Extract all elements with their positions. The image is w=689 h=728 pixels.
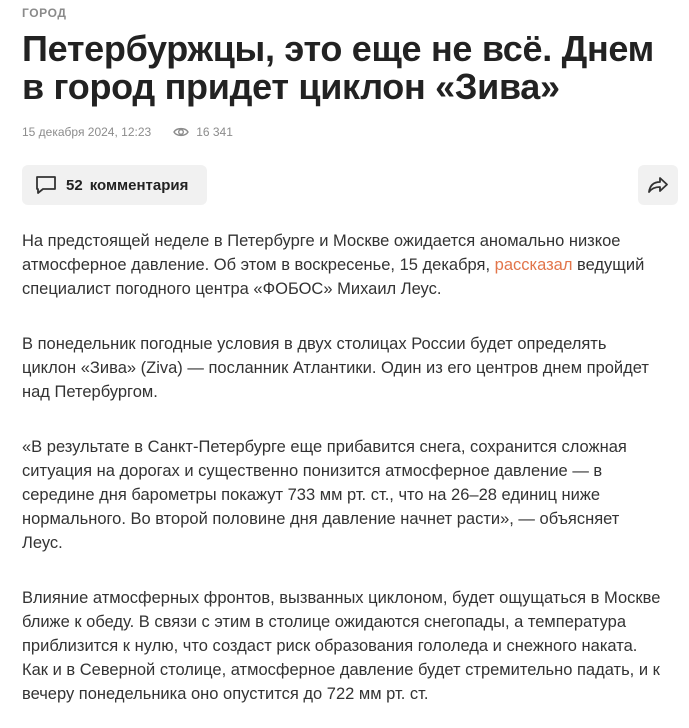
source-link[interactable]: рассказал: [494, 256, 573, 274]
paragraph-text: На предстоящей неделе в Петербурге и Москве ожидается аномально низкое атмосферное давление. Об этом в воскресенье, 15 декабря,: [22, 232, 621, 274]
article-paragraph-2: В понедельник погодные условия в двух столицах России будет определять циклон «Зива» (Ziva) — посланник Атлантики. Один из его центров днем пройдет над Петербургом.: [22, 335, 649, 401]
views-count: 16 341: [196, 125, 233, 139]
paragraph-text: ведущий специалист погодного центра «ФОБОС» Михаил Леус.: [22, 256, 645, 298]
article-title: Петербуржцы, это еще не всё. Днем в город придет циклон «Зива»: [22, 28, 654, 107]
article-paragraph-3: «В результате в Санкт-Петербурге еще прибавится снега, сохранится сложная ситуация на дорогах и существенно понизится атмосферное давление — в середине дня барометры покажут 733 мм рт. ст., что на 26–28 единиц ниже нормального. Во второй половине дня давление начнет расти», — объясняет Леус.: [22, 438, 627, 552]
comment-icon: [35, 175, 57, 195]
article-paragraph-4: Влияние атмосферных фронтов, вызванных циклоном, будет ощущаться в Москве ближе к обеду. В связи с этим в столице ожидаются снегопады, а температура приблизится к нулю, что создаст риск образования гололеда и снежного наката. Как и в Северной столице, атмосферное давление будет стремительно падать, и к вечеру понедельника оно опустится до 722 мм рт. ст.: [22, 589, 661, 703]
comments-label: комментария: [89, 176, 189, 194]
rubric-label[interactable]: ГОРОД: [22, 6, 67, 20]
comments-count: 52: [66, 176, 83, 194]
publish-date: 15 декабря 2024, 12:23: [22, 125, 152, 139]
views-counter: [173, 125, 233, 139]
article-paragraph-1: [22, 229, 662, 301]
share-button[interactable]: [638, 165, 678, 205]
eye-icon: [173, 126, 189, 138]
article-meta: [22, 125, 233, 139]
article-body: [22, 229, 662, 728]
comments-button[interactable]: [22, 165, 207, 205]
share-icon: [647, 176, 669, 194]
